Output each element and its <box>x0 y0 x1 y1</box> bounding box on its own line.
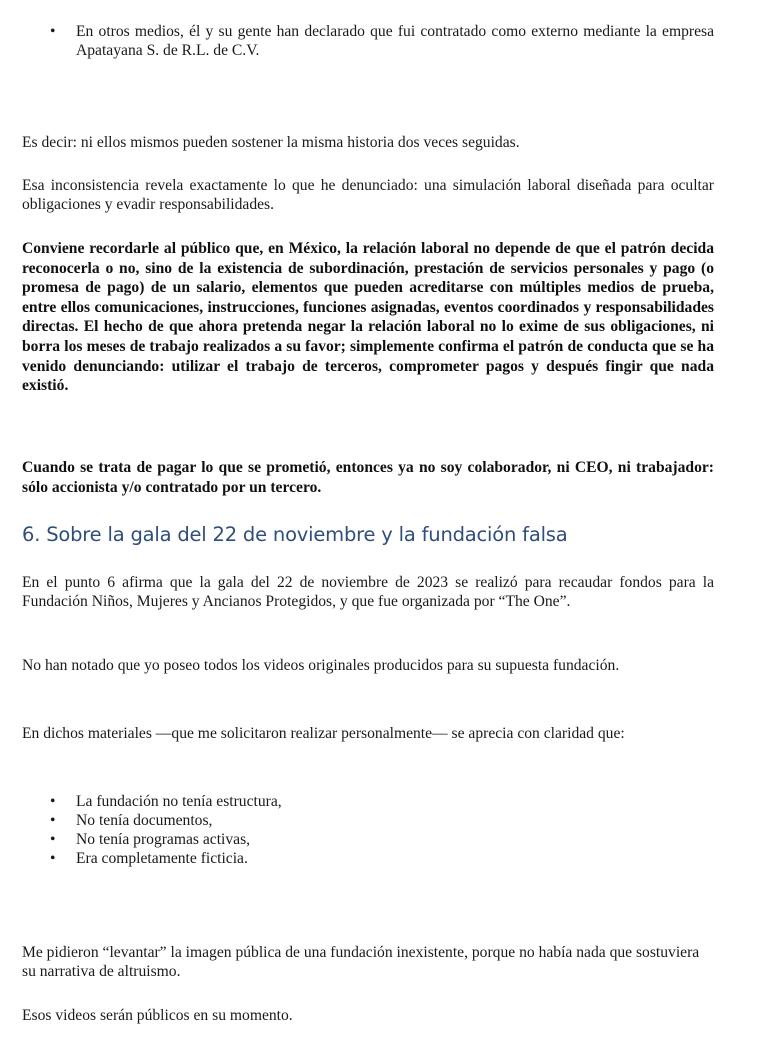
bullet-icon: • <box>50 850 56 867</box>
paragraph-cuando-se-trata: Cuando se trata de pagar lo que se prometió, entonces ya no soy colaborador, ni CEO, ni trabajador: sólo accionista y/o contratado por un tercero. <box>22 459 714 496</box>
bullet-item <box>22 22 714 60</box>
foundation-bullet-list <box>22 792 714 868</box>
bullet-text: No tenía programas activas, <box>76 831 251 848</box>
paragraph-punto-6: En el punto 6 afirma que la gala del 22 de noviembre de 2023 se realizó para recaudar fondos para la Fundación Niños, Mujeres y Ancianos Protegidos, y que fue organizada por “The One”. <box>22 574 714 610</box>
bullet-icon: • <box>50 793 56 810</box>
bullet-item <box>22 830 714 849</box>
paragraph-inconsistencia: Esa inconsistencia revela exactamente lo que he denunciado: una simulación laboral diseñada para ocultar obligaciones y evadir responsabilidades. <box>22 177 714 213</box>
bullet-icon: • <box>50 831 56 848</box>
section-heading: 6. Sobre la gala del 22 de noviembre y la fundación falsa <box>22 523 568 546</box>
paragraph-es-decir: Es decir: ni ellos mismos pueden sostener la misma historia dos veces seguidas. <box>22 134 520 151</box>
paragraph-videos-publicos: Esos videos serán públicos en su momento. <box>22 1007 293 1024</box>
bullet-text: En otros medios, él y su gente han declarado que fui contratado como externo mediante la empresa Apatayana S. de R.L. de C.V. <box>76 23 714 59</box>
paragraph-levantar: Me pidieron “levantar” la imagen pública de una fundación inexistente, porque no había nada que sostuviera su narrativa de altruismo. <box>22 944 700 980</box>
bullet-text: Era completamente ficticia. <box>76 850 248 867</box>
bullet-icon: • <box>50 812 56 829</box>
top-bullet-list <box>22 22 714 60</box>
paragraph-relacion-laboral: Conviene recordarle al público que, en México, la relación laboral no depende de que el patrón decida reconocerla o no, sino de la existencia de subordinación, prestación de servicios personales y pago (o promesa de pago) de un salario, elementos que pueden acreditarse con múltiples medios de prueba, entre ellos comunicaciones, instrucciones, funciones asignadas, eventos coordinados y responsabilidades directas. El hecho de que ahora pretenda negar la relación laboral no lo exime de sus obligaciones, ni borra los meses de trabajo realizados a su favor; simplemente confirma el patrón de conducta que se ha venido denunciando: utilizar el trabajo de terceros, comprometer pagos y después fingir que nada existió. <box>22 240 714 395</box>
bullet-icon: • <box>50 23 56 40</box>
paragraph-dichos-materiales: En dichos materiales —que me solicitaron realizar personalmente— se aprecia con claridad que: <box>22 725 625 742</box>
bullet-item <box>22 792 714 811</box>
bullet-text: La fundación no tenía estructura, <box>76 793 282 810</box>
bullet-item <box>22 811 714 830</box>
bullet-text: No tenía documentos, <box>76 812 213 829</box>
bullet-item <box>22 849 714 868</box>
paragraph-videos-originales: No han notado que yo poseo todos los videos originales producidos para su supuesta fundación. <box>22 657 620 674</box>
